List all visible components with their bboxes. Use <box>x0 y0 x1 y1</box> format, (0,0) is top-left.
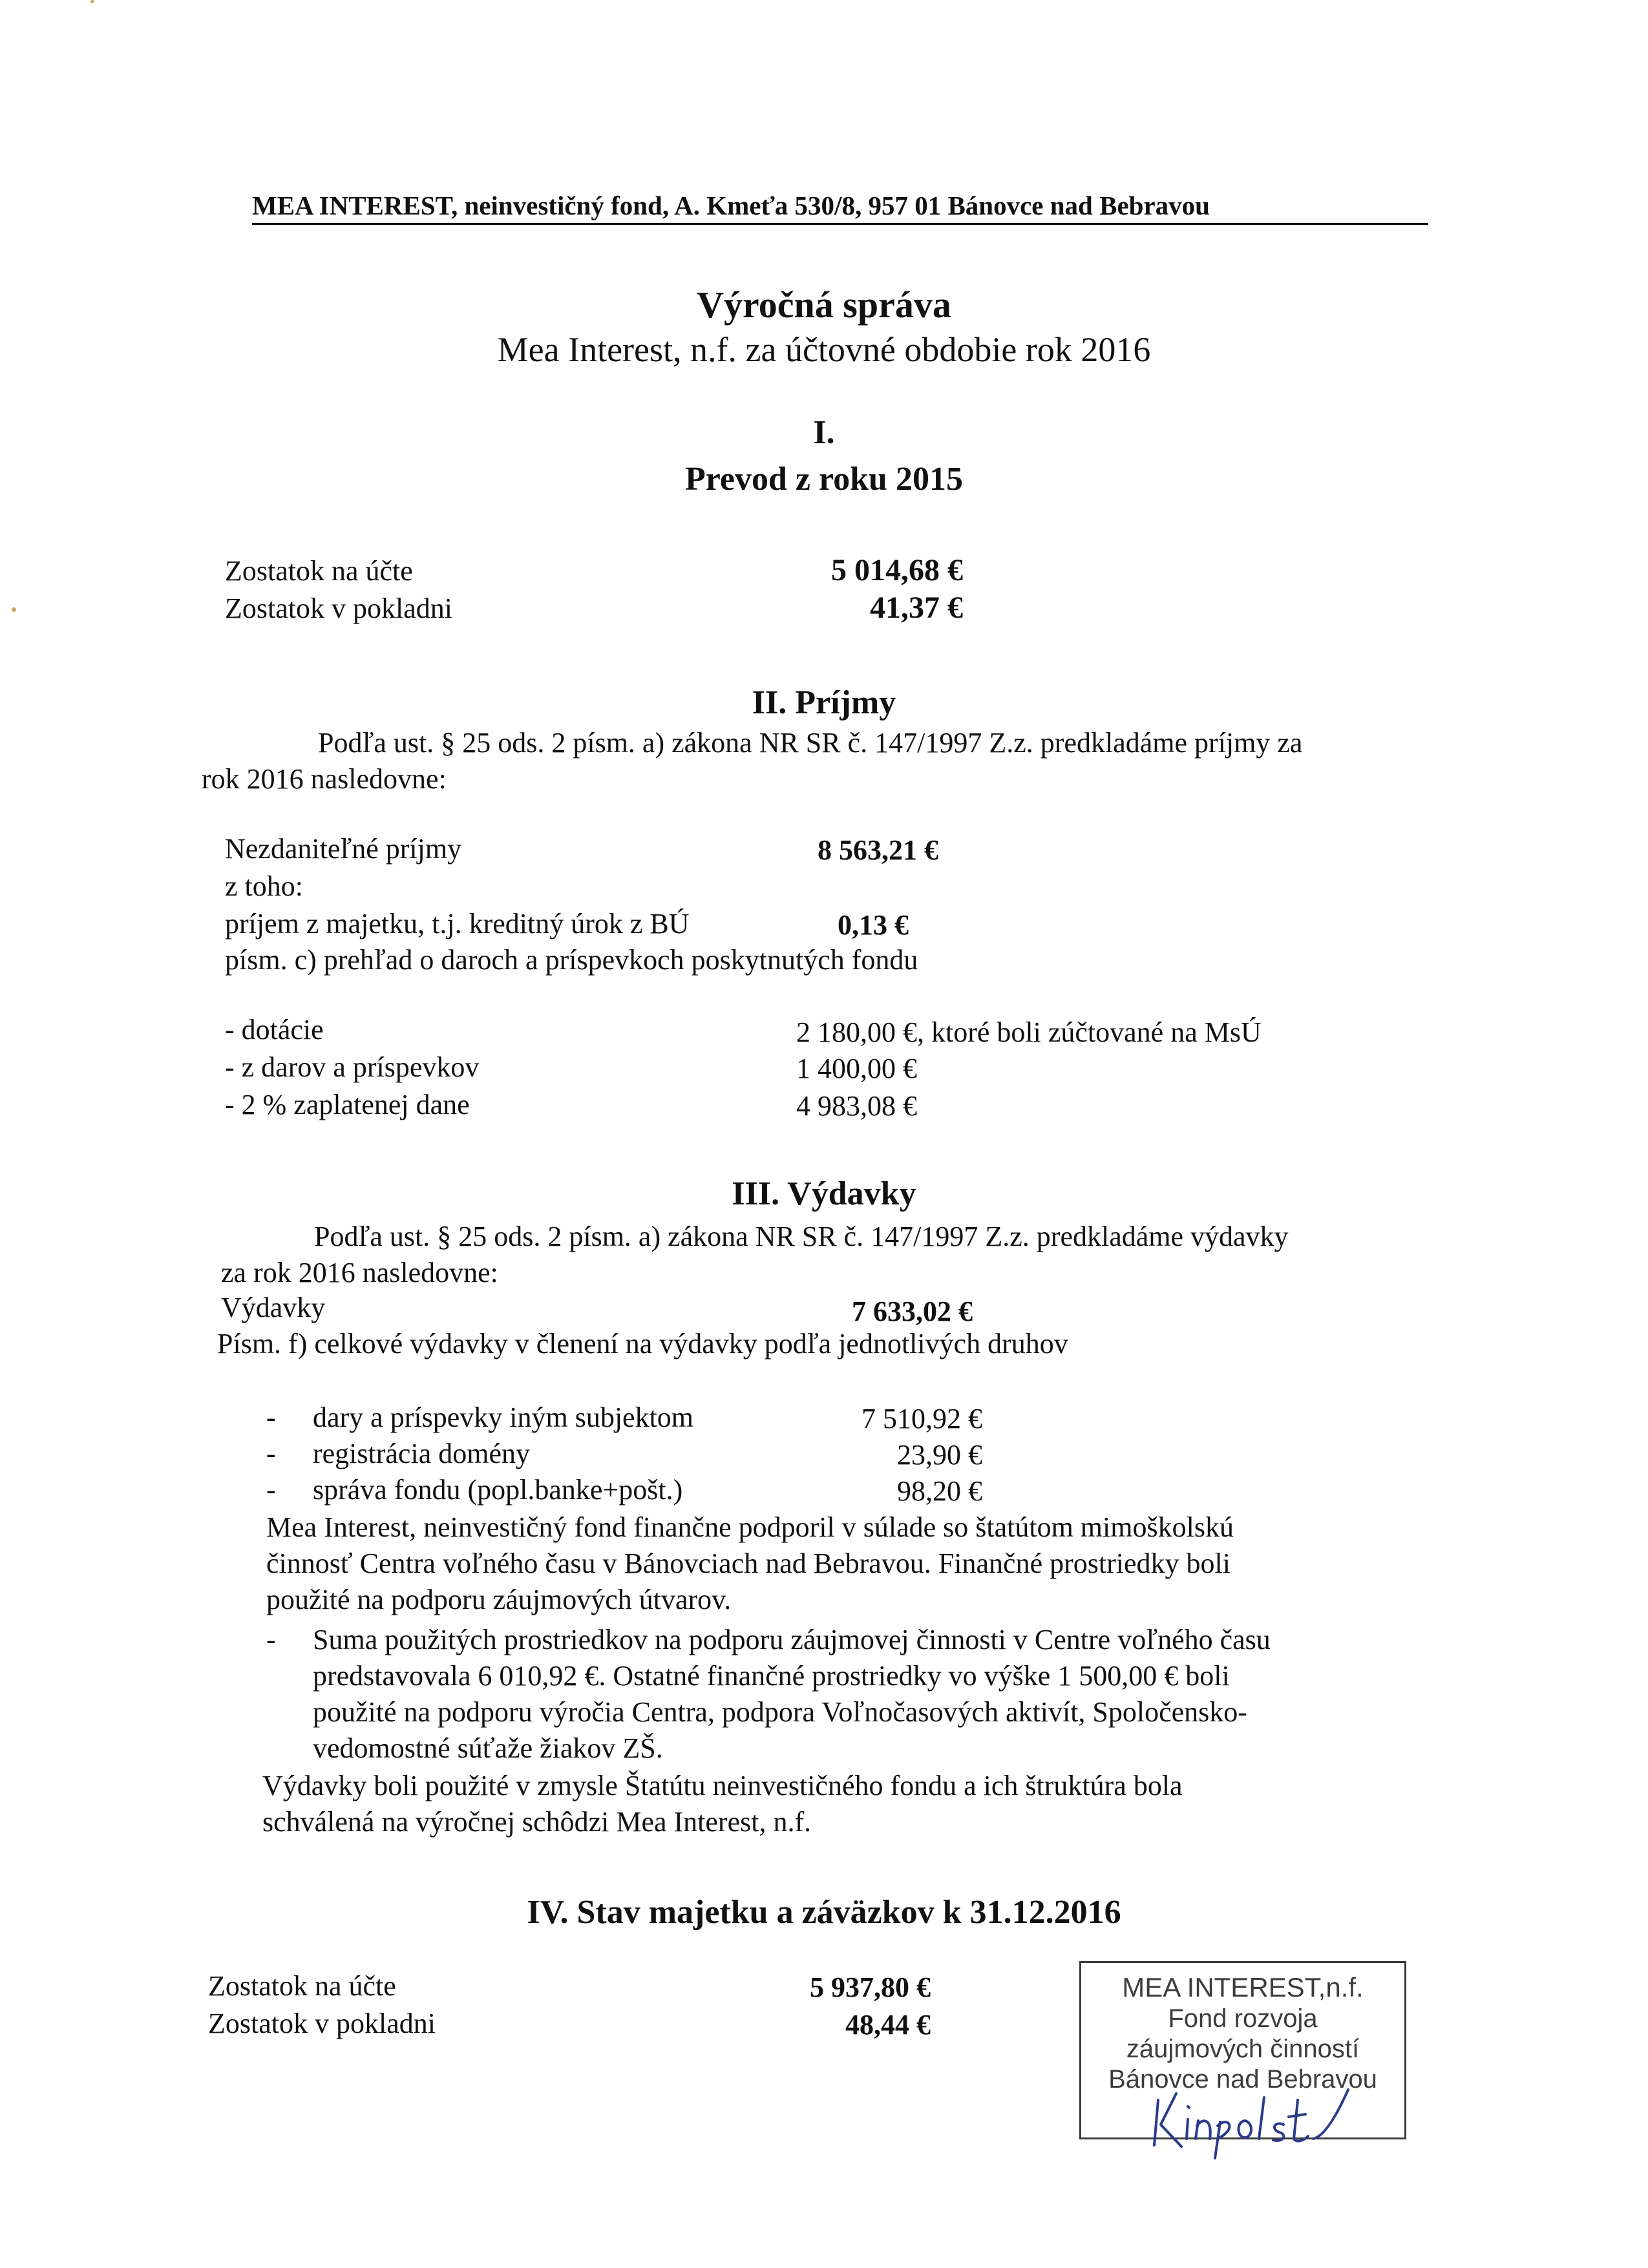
section4-row-value: 5 937,80 € <box>810 1971 931 2003</box>
report-subtitle: Mea Interest, n.f. za účtovné obdobie rok 2016 <box>497 330 1151 369</box>
section3-intro: za rok 2016 nasledovne: <box>221 1257 498 1288</box>
income-item-label: - dotácie <box>225 1014 324 1045</box>
stamp-line: Bánovce nad Bebravou <box>1108 2065 1377 2094</box>
section1-row-value: 5 014,68 € <box>831 553 963 587</box>
header-underline <box>252 223 1428 225</box>
expense-dash: - <box>266 1402 276 1433</box>
signature <box>1150 2074 1364 2165</box>
section1-row-value: 41,37 € <box>870 591 963 625</box>
bullet-paragraph: použité na podporu výročia Centra, podpora Voľnočasových aktivít, Spoločensko- <box>313 1696 1247 1728</box>
section4-row-value: 48,44 € <box>845 2009 931 2041</box>
section2-title: II. Príjmy <box>752 684 896 721</box>
section2-intro: rok 2016 nasledovne: <box>202 763 447 795</box>
expenses-total-label: Výdavky <box>221 1292 326 1323</box>
bullet-paragraph: Suma použitých prostriedkov na podporu záujmovej činnosti v Centre voľného času <box>313 1624 1271 1655</box>
expense-item-value: 23,90 € <box>897 1439 982 1471</box>
approval-paragraph: Výdavky boli použité v zmysle Štatútu neinvestičného fondu a ich štruktúra bola <box>262 1770 1183 1801</box>
of-which-label: z toho: <box>225 870 303 902</box>
expense-item-value: 98,20 € <box>897 1475 982 1507</box>
section1-row-label: Zostatok v pokladni <box>225 593 452 624</box>
expense-dash: - <box>266 1474 276 1506</box>
stamp-line: Fond rozvoja <box>1168 2004 1318 2033</box>
income-item-value: 4 983,08 € <box>796 1090 917 1122</box>
support-paragraph: Mea Interest, neinvestičný fond finančne podporil v súlade so štatútom mimoškolskú <box>266 1511 1234 1543</box>
section4-title: IV. Stav majetku a záväzkov k 31.12.2016 <box>527 1894 1121 1931</box>
bullet-paragraph: predstavovala 6 010,92 €. Ostatné finančné prostriedky vo výške 1 500,00 € boli <box>313 1660 1230 1692</box>
section3-intro: Podľa ust. § 25 ods. 2 písm. a) zákona NR SR č. 147/1997 Z.z. predkladáme výdavky <box>314 1221 1289 1252</box>
section1-row-label: Zostatok na účte <box>225 555 413 587</box>
section1-number: I. <box>813 414 835 451</box>
section2-intro: Podľa ust. § 25 ods. 2 písm. a) zákona NR SR č. 147/1997 Z.z. predkladáme príjmy za <box>318 727 1303 759</box>
report-title: Výročná správa <box>697 284 951 326</box>
fund-header: MEA INTEREST, neinvestičný fond, A. Kmeťa 530/8, 957 01 Bánovce nad Bebravou <box>252 191 1210 220</box>
expenses-breakdown-heading: Písm. f) celkové výdavky v členení na výdavky podľa jednotlivých druhov <box>217 1328 1068 1360</box>
section4-row-label: Zostatok v pokladni <box>208 2008 436 2039</box>
interest-income-value: 0,13 € <box>838 909 909 941</box>
nontax-income-label: Nezdaniteľné príjmy <box>225 833 462 865</box>
bullet-paragraph: vedomostné súťaže žiakov ZŠ. <box>313 1732 663 1764</box>
income-item-value: 2 180,00 €, ktoré boli zúčtované na MsÚ <box>796 1016 1262 1048</box>
section3-title: III. Výdavky <box>732 1175 916 1212</box>
section4-row-label: Zostatok na účte <box>208 1970 396 2002</box>
income-item-label: - 2 % zaplatenej dane <box>225 1089 470 1120</box>
expenses-total-value: 7 633,02 € <box>852 1296 973 1327</box>
stamp-line: MEA INTEREST,n.f. <box>1122 1972 1364 2002</box>
expense-item-value: 7 510,92 € <box>861 1403 982 1434</box>
bullet-dash: - <box>266 1624 276 1655</box>
income-item-value: 1 400,00 € <box>796 1053 917 1084</box>
interest-income-label: príjem z majetku, t.j. kreditný úrok z BÚ <box>225 908 690 940</box>
expense-item-label: správa fondu (popl.banke+pošt.) <box>313 1474 683 1506</box>
stamp-line: záujmových činností <box>1126 2035 1360 2063</box>
support-paragraph: činnosť Centra voľného času v Bánovciach nad Bebravou. Finančné prostriedky boli <box>266 1548 1231 1579</box>
gifts-heading: písm. c) prehľad o daroch a príspevkoch poskytnutých fondu <box>225 944 918 976</box>
expense-dash: - <box>266 1438 276 1469</box>
approval-paragraph: schválená na výročnej schôdzi Mea Interest, n.f. <box>262 1806 812 1838</box>
expense-item-label: registrácia domény <box>313 1438 530 1469</box>
expense-item-label: dary a príspevky iným subjektom <box>313 1402 694 1433</box>
section1-title: Prevod z roku 2015 <box>685 461 963 498</box>
scan-dust <box>12 607 16 612</box>
nontax-income-value: 8 563,21 € <box>818 834 938 866</box>
scan-dust <box>90 0 94 3</box>
support-paragraph: použité na podporu záujmových útvarov. <box>266 1584 732 1615</box>
income-item-label: - z darov a príspevkov <box>225 1051 480 1083</box>
